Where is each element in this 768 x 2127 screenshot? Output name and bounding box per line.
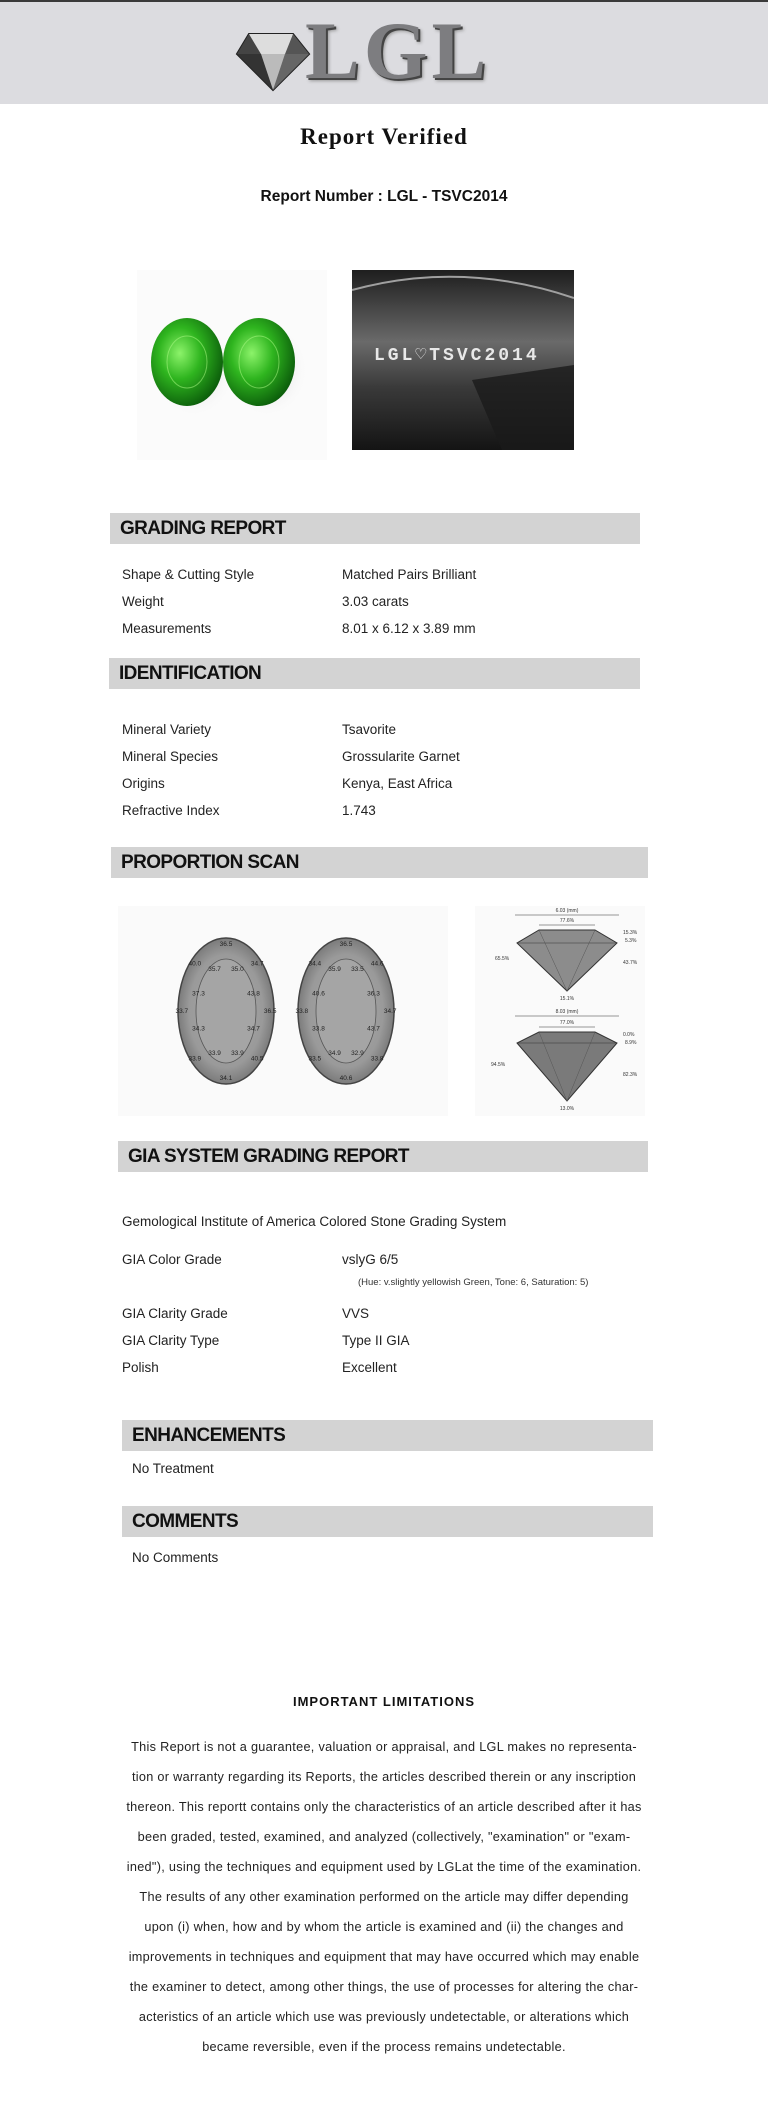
right-stone-facet-label: 40.6 [312, 990, 325, 998]
left-stone-facet-label: 33.9 [208, 1049, 221, 1057]
right-stone-facet-label: 36.5 [339, 940, 353, 948]
facet-scan-diagram [118, 906, 448, 1116]
right-stone-facet-label: 34.7 [383, 1008, 397, 1015]
limitations-heading: IMPORTANT LIMITATIONS [292, 1694, 476, 1709]
mineral-variety-value: Tsavorite [342, 722, 397, 737]
left-stone-facet-label: 33.9 [188, 1055, 202, 1063]
right-stone-facet-label: 33.8 [312, 1025, 325, 1033]
proportion-scan-heading: PROPORTION SCAN [111, 847, 648, 878]
identification-heading: IDENTIFICATION [109, 658, 640, 689]
svg-text:15.3%: 15.3% [623, 930, 638, 936]
bottom-profile-diagram [491, 1009, 638, 1112]
left-stone-facet-label: 40.5 [250, 1055, 264, 1063]
gemstone-photo [137, 270, 327, 460]
svg-text:5.3%: 5.3% [625, 938, 637, 944]
left-stone-facet-label: 34.7 [250, 960, 264, 968]
limitations-text [113, 1732, 655, 2062]
left-stone-facet-label: 40.0 [188, 960, 202, 968]
gia-color-note: (Hue: v.slightly yellowish Green, Tone: 6, Saturation: 5) [358, 1277, 589, 1288]
left-stone-facet-label: 34.1 [219, 1075, 233, 1083]
gia-color-grade-label: GIA Color Grade [122, 1252, 222, 1267]
limitations-line: upon (i) when, how and by whom the article is examined and (ii) the changes and [144, 1920, 624, 1934]
inscription-photo [352, 270, 574, 450]
inscription-text: LGL♡TSVC2014 [374, 346, 540, 366]
svg-text:82.3%: 82.3% [623, 1072, 638, 1078]
limitations-line: acteristics of an article which use was previously undetectable, or alterations which [138, 2010, 630, 2024]
logo-text: LGL [305, 5, 491, 96]
comments-heading: COMMENTS [122, 1506, 653, 1537]
svg-text:6.03 (mm): 6.03 (mm) [555, 908, 579, 914]
left-stone-facet-label: 33.9 [231, 1049, 244, 1057]
right-stone-facet-label: 43.7 [367, 1025, 380, 1033]
mineral-species-label: Mineral Species [122, 749, 219, 764]
origins-label: Origins [122, 776, 165, 791]
svg-text:0.0%: 0.0% [623, 1032, 635, 1038]
mineral-variety-label: Mineral Variety [122, 722, 212, 737]
header-banner [0, 2, 768, 104]
left-stone-facet-label: 36.5 [219, 940, 233, 948]
limitations-line: The results of any other examination performed on the article may differ depending [139, 1890, 629, 1904]
comments-text: No Comments [132, 1550, 219, 1565]
right-stone-facet-label: 44.6 [370, 960, 384, 968]
limitations-line: improvements in techniques and equipment that may have occurred which may enable [128, 1950, 640, 1964]
right-stone-facet-label: 34.9 [328, 1049, 341, 1057]
refractive-index-value: 1.743 [342, 803, 376, 818]
limitations-line: This Report is not a guarantee, valuation or appraisal, and LGL makes no representa- [131, 1740, 637, 1754]
weight-value: 3.03 carats [342, 594, 409, 609]
left-stone-facet-label: 34.7 [247, 1025, 260, 1033]
left-stone-facet-label: 35.7 [208, 966, 221, 974]
gia-color-grade-value: vslyG 6/5 [342, 1252, 399, 1267]
measurements-value: 8.01 x 6.12 x 3.89 mm [342, 621, 476, 636]
right-stone-facet-label: 33.5 [351, 966, 364, 974]
left-stone-facet-label: 34.3 [192, 1025, 205, 1033]
right-stone-facet-label: 35.9 [328, 966, 341, 974]
side-profile-diagrams [475, 906, 645, 1116]
enhancements-text: No Treatment [132, 1461, 214, 1476]
gia-clarity-grade-value: VVS [342, 1306, 370, 1321]
limitations-line: thereon. This reportt contains only the characteristics of an article described after it has [126, 1800, 642, 1814]
limitations-line: the examiner to detect, among other things, the use of processes for altering the char- [129, 1980, 639, 1994]
gia-clarity-type-value: Type II GIA [342, 1333, 410, 1348]
svg-text:77.0%: 77.0% [559, 1020, 575, 1026]
limitations-line: tion or warranty regarding its Reports, the articles described therein or any inscription [131, 1770, 637, 1784]
polish-label: Polish [122, 1360, 159, 1375]
svg-text:77.6%: 77.6% [559, 918, 575, 924]
page-title: Report Verified [300, 124, 468, 149]
svg-text:8.03 (mm): 8.03 (mm) [555, 1009, 579, 1015]
left-stone-facet-label: 37.3 [192, 990, 205, 998]
polish-value: Excellent [342, 1360, 397, 1375]
refractive-index-label: Refractive Index [122, 803, 220, 818]
right-stone-facet-label: 33.8 [370, 1055, 384, 1063]
right-stone-facet-label: 32.9 [351, 1049, 364, 1057]
svg-text:15.1%: 15.1% [559, 996, 575, 1002]
right-stone-facet-label: 36.3 [367, 990, 380, 998]
gia-grading-heading: GIA SYSTEM GRADING REPORT [118, 1141, 648, 1172]
gia-clarity-grade-label: GIA Clarity Grade [122, 1306, 228, 1321]
diamond-logo-icon [235, 24, 315, 94]
mineral-species-value: Grossularite Garnet [342, 749, 460, 764]
svg-text:65.5%: 65.5% [495, 956, 510, 962]
origins-value: Kenya, East Africa [342, 776, 453, 791]
limitations-line: became reversible, even if the process remains undetectable. [202, 2040, 566, 2054]
limitations-line: ined"), using the techniques and equipment used by LGLat the time of the examination. [126, 1860, 642, 1874]
right-stone-facet-label: 34.4 [308, 960, 322, 968]
report-number: Report Number : LGL - TSVC2014 [260, 188, 508, 205]
enhancements-heading: ENHANCEMENTS [122, 1420, 653, 1451]
left-stone-facet-label: 36.5 [263, 1008, 277, 1015]
svg-text:94.5%: 94.5% [491, 1062, 506, 1068]
lgl-logo [235, 5, 495, 96]
gia-clarity-type-label: GIA Clarity Type [122, 1333, 220, 1348]
weight-label: Weight [122, 594, 164, 609]
gia-subtitle: Gemological Institute of America Colored Stone Grading System [122, 1214, 507, 1229]
top-profile-diagram [495, 908, 638, 1002]
svg-text:13.0%: 13.0% [559, 1106, 575, 1112]
right-stone-facet-label: 33.8 [295, 1008, 309, 1015]
shape-label: Shape & Cutting Style [122, 567, 255, 582]
left-stone-facet-label: 43.8 [247, 990, 260, 998]
left-stone-facet-label: 33.7 [175, 1008, 189, 1015]
grading-report-heading: GRADING REPORT [110, 513, 640, 544]
limitations-line: been graded, tested, examined, and analyzed (collectively, "examination" or "exam- [137, 1830, 631, 1844]
right-stone-facet-label: 40.6 [339, 1075, 353, 1083]
shape-value: Matched Pairs Brilliant [342, 567, 477, 582]
svg-text:8.9%: 8.9% [625, 1040, 637, 1046]
measurements-label: Measurements [122, 621, 212, 636]
left-stone-facet-label: 35.0 [231, 966, 244, 974]
svg-text:43.7%: 43.7% [623, 960, 638, 966]
right-stone-facet-label: 33.5 [308, 1055, 322, 1063]
